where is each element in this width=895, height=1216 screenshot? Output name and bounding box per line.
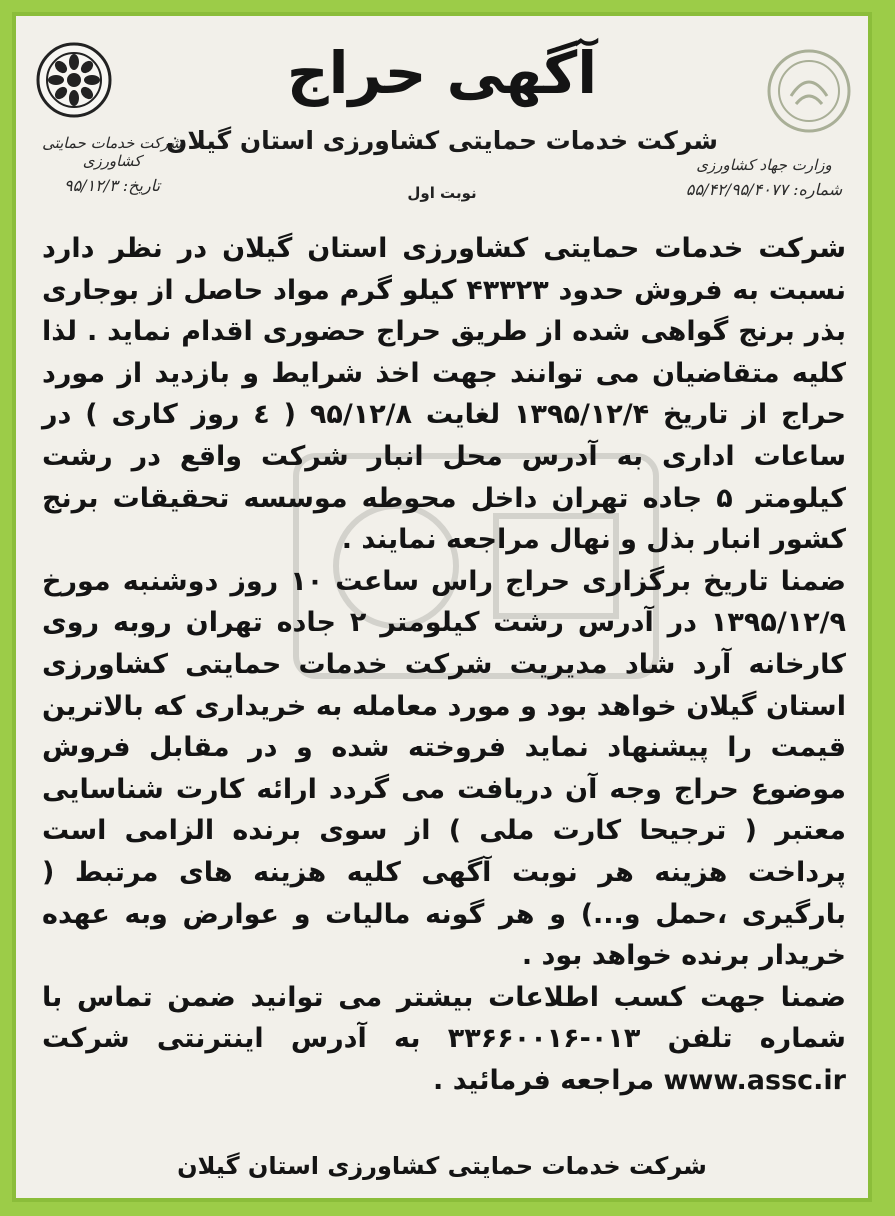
left-stamp-org: شرکت خدمات حمایتی کشاورزی (42, 134, 182, 170)
advertisement-sheet (12, 12, 872, 1202)
body-paragraph-2: ضمنا تاریخ برگزاری حراج راس ساعت ۱۰ روز دوشنبه مورخ ۱۳۹۵/۱۲/۹ در آدرس رشت کیلومتر ۲ جاده تهران روبه روی کارخانه آرد شاد مدیریت شرکت خدمات حمایتی کشاورزی استان گیلان خواهد بود و مورد معامله به خریداری که بالاترین قیمت را پیشنهاد نماید فروخته شده و در مقابل فروش موضوع حراج وجه آن دریافت می گردد ارائه کارت شناسایی معتبر ( ترجیحا کارت ملی ) از سوی برنده الزامی است پرداخت هزینه هر نوبت آگهی کلیه هزینه های مرتبط ( بارگیری ،حمل و...) و هر گونه مالیات و عوارض وبه عهده خریدار برنده خواهد بود . (42, 565, 846, 972)
footer-signature: شرکت خدمات حمایتی کشاورزی استان گیلان (177, 1152, 707, 1180)
page-title: آگهی حراج (286, 39, 598, 107)
round-label: نوبت اول (407, 184, 477, 202)
right-stamp (664, 156, 864, 199)
left-stamp (22, 134, 202, 195)
right-stamp-number: شماره: ۵۵/۴۲/۹۵/۴۰۷۷ (685, 180, 843, 199)
company-name: شرکت خدمات حمایتی کشاورزی استان گیلان (166, 126, 718, 155)
left-stamp-date: تاریخ: ۹۵/۱۲/۳ (63, 176, 161, 195)
advertisement-body (42, 228, 846, 1101)
body-paragraph-1: شرکت خدمات حمایتی کشاورزی استان گیلان در نظر دارد نسبت به فروش حدود ۴۳۳۲۳ کیلو گرم مواد حاصل از بوجاری بذر برنج گواهی شده از طریق حراج حضوری اقدام نماید . لذا کلیه متقاضیان می توانند جهت اخذ شرایط و بازدید از مورد حراج از تاریخ ۱۳۹۵/۱۲/۴ لغایت ۹۵/۱۲/۸ ( ٤ روز کاری ) در ساعات اداری به آدرس محل انبار شرکت واقع در رشت کیلومتر ۵ جاده تهران داخل محوطه موسسه تحقیقات برنج کشور انبار بذل و نهال مراجعه نمایند . (42, 233, 846, 556)
body-paragraph-3: ضمنا جهت کسب اطلاعات بیشتر می توانید ضمن تماس با شماره تلفن ۰۱۳-۳۳۶۶۰۰۱۶ به آدرس اینترنتی شرکت www.assc.ir مراجعه فرمائید . (42, 981, 846, 1096)
right-stamp-org: وزارت جهاد کشاورزی (696, 156, 832, 174)
